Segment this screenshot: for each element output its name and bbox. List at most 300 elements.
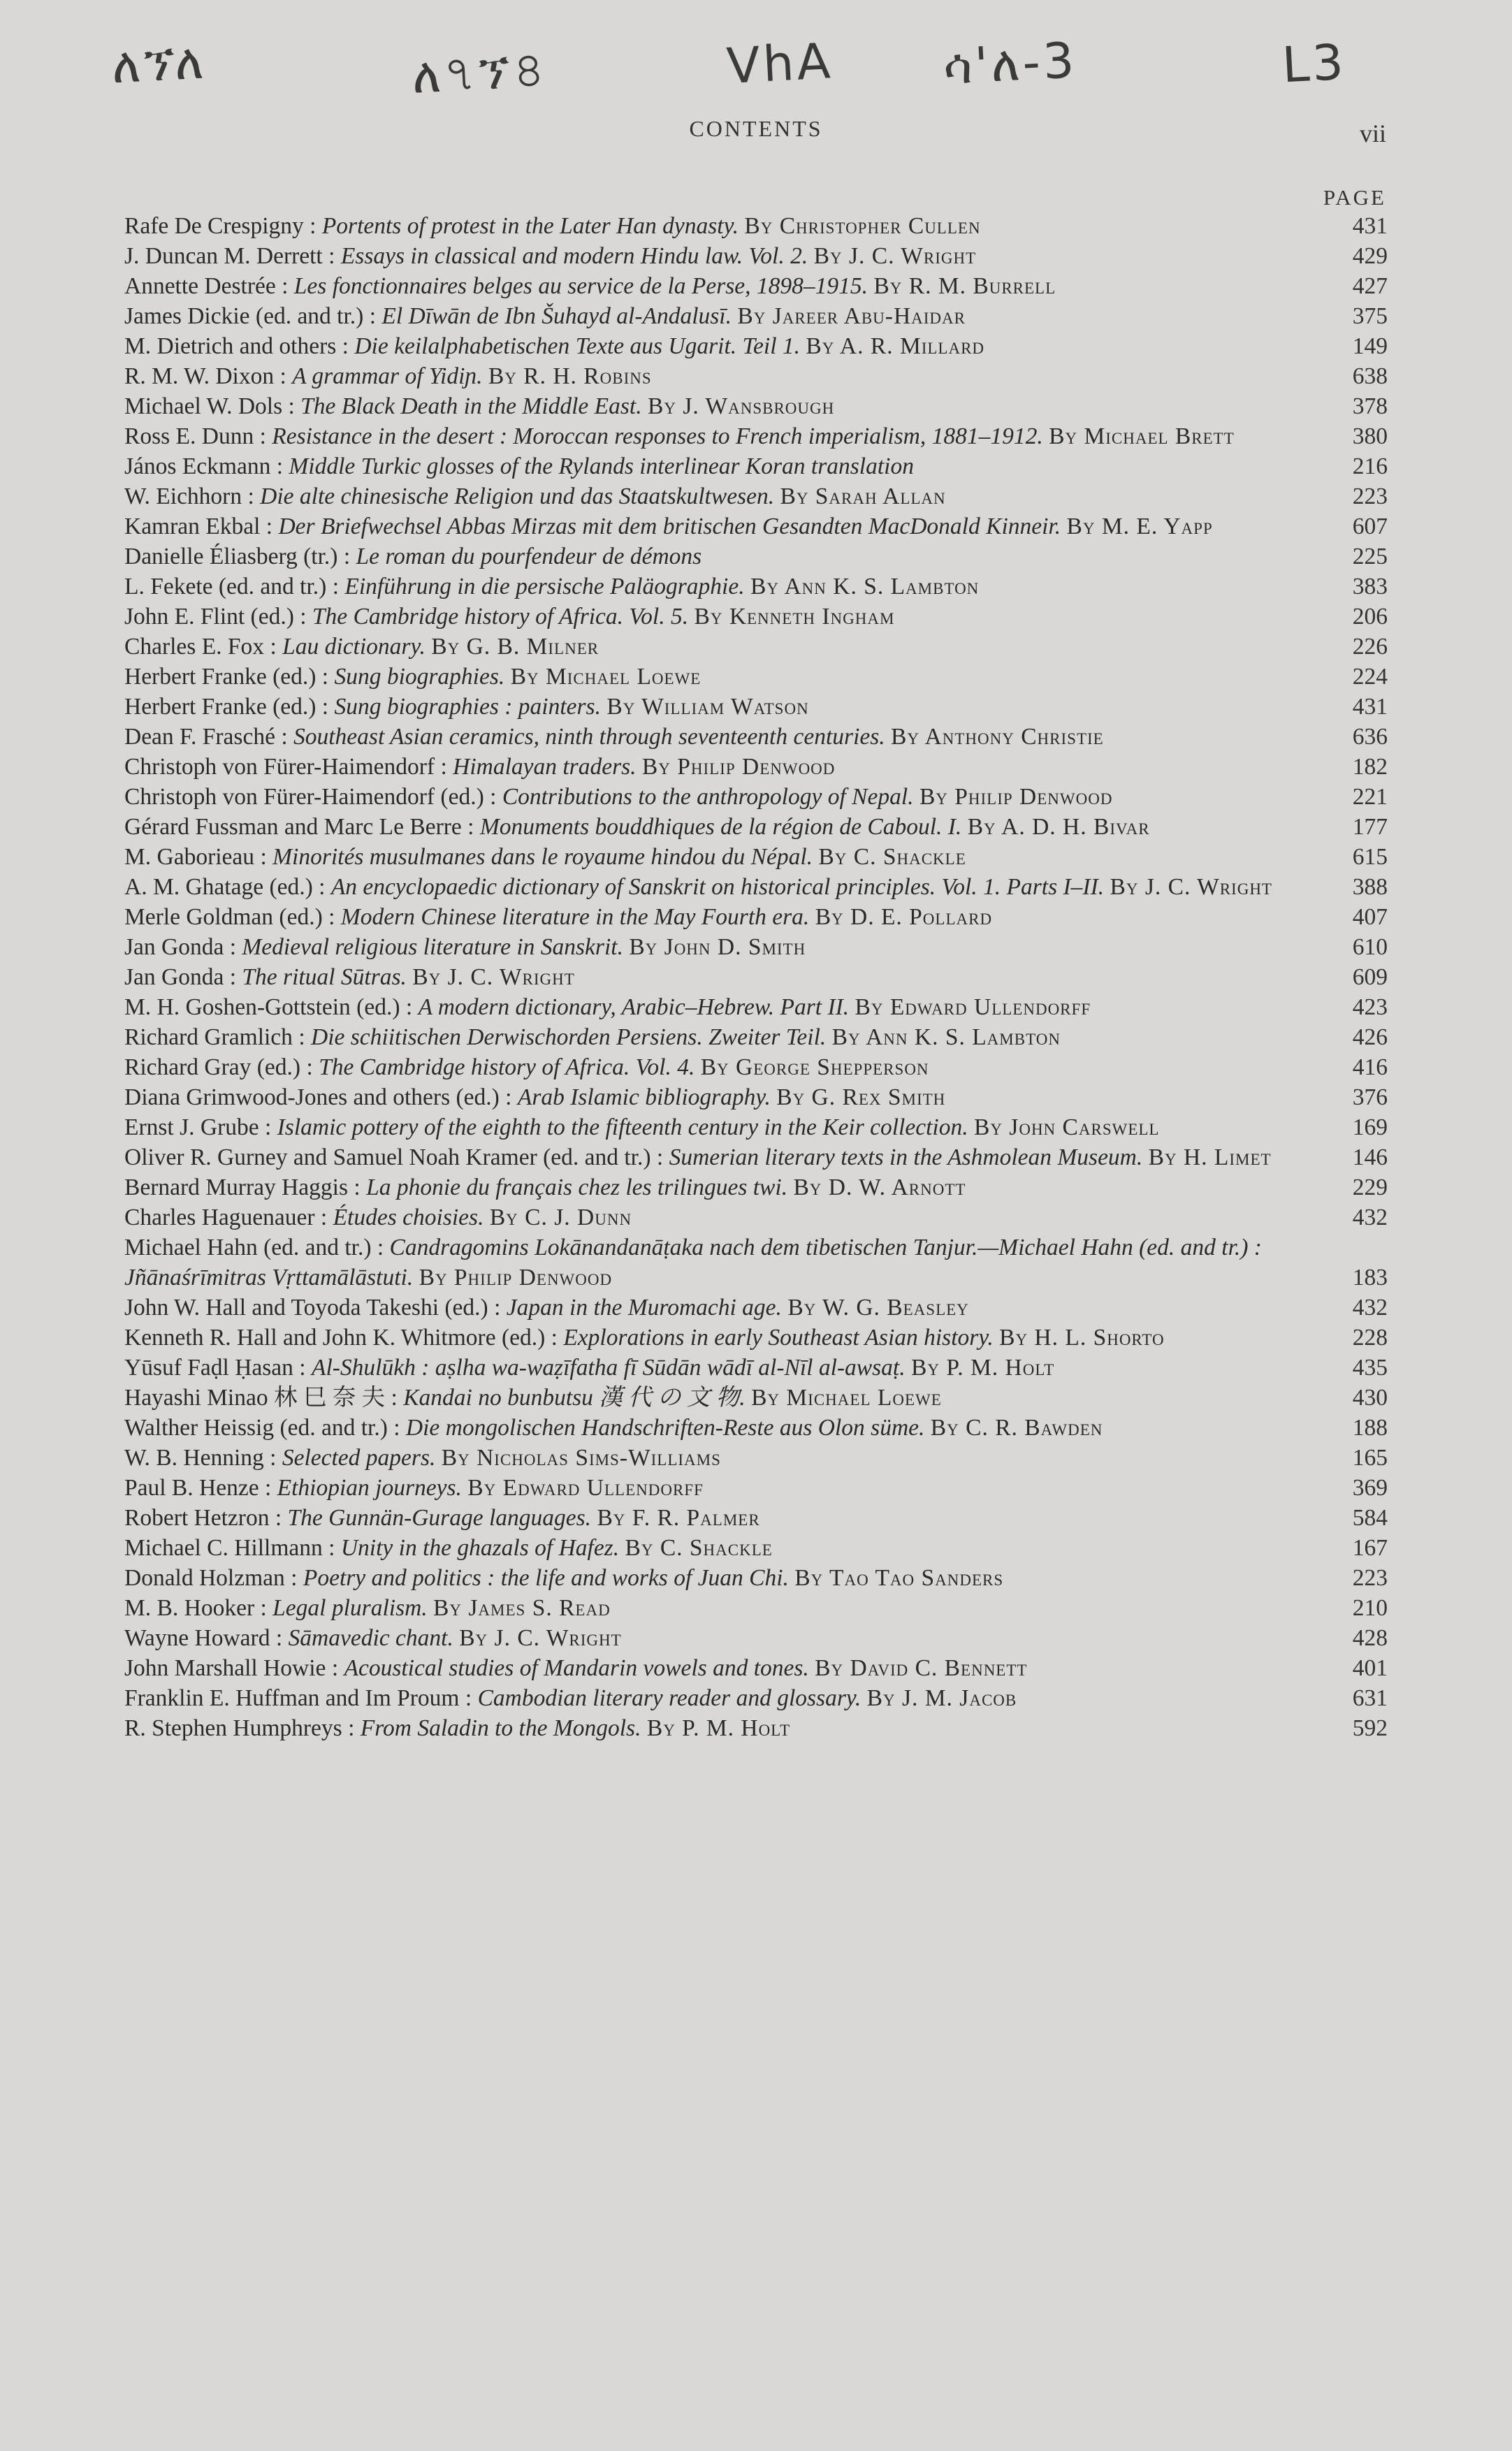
- entry-text: John Marshall Howie : Acoustical studies of Mandarin vowels and tones. By David C. Bennett: [124, 1655, 1028, 1681]
- entry-text: Gérard Fussman and Marc Le Berre : Monuments bouddhiques de la région de Caboul. I. By A. D. H. Bivar: [124, 814, 1150, 840]
- entry-text: Dean F. Frasché : Southeast Asian ceramics, ninth through seventeenth centuries. By Anthony Christie: [124, 724, 1104, 750]
- contents-entry: [124, 602, 1388, 632]
- entry-text: Yūsuf Faḍl Ḥasan : Al-Shulūkh : aṣlha wa-waẓīfatha fī Sūdān wādī al-Nīl al-awsaṭ. By P. M. Holt: [124, 1355, 1055, 1381]
- entry-reviewer: By J. C. Wright: [459, 1625, 622, 1651]
- entry-author: Merle Goldman (ed.): [124, 904, 323, 930]
- entry-page-number: 183: [1352, 1265, 1388, 1290]
- entry-page-number: 584: [1352, 1505, 1388, 1531]
- contents-entry: [124, 1052, 1388, 1082]
- entry-reviewer: By Edward Ullendorff: [467, 1475, 704, 1501]
- entry-reviewer: By Philip Denwood: [419, 1265, 613, 1290]
- entry-title: Selected papers.: [282, 1445, 436, 1471]
- entry-text: Jan Gonda : The ritual Sūtras. By J. C. Wright: [124, 964, 575, 990]
- entry-page-number: 615: [1352, 844, 1388, 870]
- entry-title: Islamic pottery of the eighth to the fifteenth century in the Keir collection.: [277, 1114, 968, 1140]
- entry-text: Michael W. Dols : The Black Death in the Middle East. By J. Wansbrough: [124, 393, 835, 419]
- entry-page-number: 369: [1352, 1475, 1388, 1501]
- entry-reviewer: By Edward Ullendorff: [855, 994, 1091, 1020]
- entry-reviewer: By Sarah Allan: [780, 483, 946, 509]
- entry-text: John W. Hall and Toyoda Takeshi (ed.) : Japan in the Muromachi age. By W. G. Beasley: [124, 1295, 969, 1321]
- entry-reviewer: By J. M. Jacob: [866, 1685, 1017, 1711]
- entry-title: Kandai no bunbutsu 漢 代 の 文 物.: [403, 1385, 746, 1411]
- entry-page-number: 432: [1352, 1205, 1388, 1230]
- entry-text: Ross E. Dunn : Resistance in the desert : Moroccan responses to French imperialism, 1881–1912. By Michael Brett: [124, 423, 1235, 449]
- entry-text: R. M. W. Dixon : A grammar of Yidiɲ. By R. H. Robins: [124, 363, 652, 389]
- entry-author: Gérard Fussman and Marc Le Berre: [124, 814, 462, 840]
- entry-text: Jan Gonda : Medieval religious literature in Sanskrit. By John D. Smith: [124, 934, 806, 960]
- entry-author: Danielle Éliasberg (tr.): [124, 544, 338, 569]
- contents-entry: [124, 1713, 1388, 1743]
- entry-title: Einführung in die persische Paläographie.: [344, 574, 745, 599]
- entry-page-number: 431: [1352, 694, 1388, 720]
- handwritten-mark-5: L3: [1280, 33, 1348, 94]
- contents-entry: [124, 1202, 1388, 1232]
- contents-entry: [124, 932, 1388, 962]
- entry-author: L. Fekete (ed. and tr.): [124, 574, 327, 599]
- entry-page-number: 416: [1352, 1054, 1388, 1080]
- entry-page-number: 430: [1352, 1385, 1388, 1411]
- contents-entry: [124, 361, 1388, 391]
- contents-entry: [124, 1413, 1388, 1443]
- entry-author: Diana Grimwood-Jones and others (ed.): [124, 1084, 500, 1110]
- entry-reviewer: By C. J. Dunn: [489, 1205, 632, 1230]
- entry-reviewer: By W. G. Beasley: [787, 1295, 969, 1321]
- entry-page-number: 610: [1352, 934, 1388, 960]
- entry-title: The Gunnän-Gurage languages.: [287, 1505, 592, 1531]
- entry-page-number: 149: [1352, 333, 1388, 359]
- entry-author: Michael W. Dols: [124, 393, 283, 419]
- entry-author: M. H. Goshen-Gottstein (ed.): [124, 994, 400, 1020]
- entry-reviewer: By J. C. Wright: [813, 243, 977, 269]
- entry-text: Charles E. Fox : Lau dictionary. By G. B. Milner: [124, 634, 599, 660]
- entry-author: A. M. Ghatage (ed.): [124, 874, 313, 900]
- contents-entry: [124, 451, 1388, 481]
- entry-page-number: 423: [1352, 994, 1388, 1020]
- entry-text: Herbert Franke (ed.) : Sung biographies : painters. By William Watson: [124, 694, 809, 720]
- entry-author: John W. Hall and Toyoda Takeshi (ed.): [124, 1295, 488, 1321]
- entry-page-number: 636: [1352, 724, 1388, 750]
- entry-text: Michael C. Hillmann : Unity in the ghazals of Hafez. By C. Shackle: [124, 1535, 773, 1561]
- entry-reviewer: By A. R. Millard: [806, 333, 985, 359]
- entry-page-number: 407: [1352, 904, 1388, 930]
- entry-author: W. Eichhorn: [124, 483, 242, 509]
- entry-page-number: 426: [1352, 1024, 1388, 1050]
- entry-reviewer: By M. E. Yapp: [1066, 514, 1213, 539]
- entry-author: J. Duncan M. Derrett: [124, 243, 323, 269]
- entry-title: Sung biographies.: [334, 664, 505, 690]
- contents-entry: [124, 1022, 1388, 1052]
- entry-page-number: 228: [1352, 1325, 1388, 1351]
- entry-title: Sāmavedic chant.: [288, 1625, 453, 1651]
- entry-page-number: 226: [1352, 634, 1388, 660]
- entry-author: Christoph von Fürer-Haimendorf (ed.): [124, 784, 484, 810]
- contents-entry: [124, 662, 1388, 692]
- contents-entry: [124, 1473, 1388, 1503]
- entry-title: Sumerian literary texts in the Ashmolean Museum.: [669, 1144, 1143, 1170]
- entry-text: Franklin E. Huffman and Im Proum : Cambodian literary reader and glossary. By J. M. Jacob: [124, 1685, 1017, 1711]
- contents-entry: [124, 1533, 1388, 1563]
- entry-page-number: 206: [1352, 604, 1388, 630]
- contents-entry: [124, 391, 1388, 421]
- entry-title: Al-Shulūkh : aṣlha wa-waẓīfatha fī Sūdān wādī al-Nīl al-awsaṭ.: [311, 1355, 906, 1381]
- entry-reviewer: By F. R. Palmer: [597, 1505, 760, 1531]
- entry-reviewer: By Anthony Christie: [891, 724, 1104, 750]
- entry-author: Richard Gramlich: [124, 1024, 293, 1050]
- entry-reviewer: By D. W. Arnott: [793, 1174, 966, 1200]
- entry-title: Der Briefwechsel Abbas Mirzas mit dem britischen Gesandten MacDonald Kinneir.: [278, 514, 1061, 539]
- entry-title: Modern Chinese literature in the May Fourth era.: [340, 904, 810, 930]
- entry-author: Jan Gonda: [124, 934, 224, 960]
- entry-title: La phonie du français chez les trilingues twi.: [366, 1174, 788, 1200]
- entry-page-number: 427: [1352, 273, 1388, 299]
- entry-page-number: 401: [1352, 1655, 1388, 1681]
- entry-reviewer: By John Carswell: [973, 1114, 1160, 1140]
- entry-text: A. M. Ghatage (ed.) : An encyclopaedic dictionary of Sanskrit on historical principles. Vol. 1. Parts I–II. By J. C. Wright: [124, 874, 1272, 900]
- entry-title: Essays in classical and modern Hindu law. Vol. 2.: [340, 243, 808, 269]
- page-column-heading: PAGE: [1323, 185, 1386, 210]
- entry-text: Michael Hahn (ed. and tr.) : Candragomins Lokānandanāṭaka nach dem tibetischen Tanjur.—Michael Hahn (ed. and tr.) : Jñānaśrīmitras Vṛttamālāstuti. By Philip Denwood: [124, 1235, 1262, 1290]
- contents-entry: [124, 842, 1388, 872]
- entry-page-number: 435: [1352, 1355, 1388, 1381]
- entry-text: M. B. Hooker : Legal pluralism. By James S. Read: [124, 1595, 611, 1621]
- contents-entry: [124, 511, 1388, 541]
- entry-title: Candragomins Lokānandanāṭaka nach dem tibetischen Tanjur.—Michael Hahn (ed. and tr.) : Jñānaśrīmitras Vṛttamālāstuti.: [124, 1235, 1262, 1290]
- entry-page-number: 182: [1352, 754, 1388, 780]
- entry-reviewer: By Michael Loewe: [751, 1385, 942, 1411]
- entry-text: Richard Gray (ed.) : The Cambridge history of Africa. Vol. 4. By George Shepperson: [124, 1054, 929, 1080]
- entry-page-number: 609: [1352, 964, 1388, 990]
- contents-entry: [124, 1563, 1388, 1593]
- entry-reviewer: By Philip Denwood: [641, 754, 836, 780]
- entry-title: Le roman du pourfendeur de démons: [356, 544, 702, 569]
- entry-reviewer: By John D. Smith: [629, 934, 806, 960]
- entry-title: Arab Islamic bibliography.: [517, 1084, 771, 1110]
- contents-entry: [124, 1653, 1388, 1683]
- entry-reviewer: By Philip Denwood: [919, 784, 1113, 810]
- entry-reviewer: By Kenneth Ingham: [694, 604, 895, 630]
- entry-reviewer: By G. B. Milner: [431, 634, 599, 660]
- contents-entry: [124, 812, 1388, 842]
- entry-text: Danielle Éliasberg (tr.) : Le roman du pourfendeur de démons: [124, 544, 702, 569]
- contents-entry: [124, 632, 1388, 662]
- entry-text: John E. Flint (ed.) : The Cambridge history of Africa. Vol. 5. By Kenneth Ingham: [124, 604, 895, 630]
- entry-reviewer: By David C. Bennett: [815, 1655, 1028, 1681]
- entry-author: Oliver R. Gurney and Samuel Noah Kramer (ed. and tr.): [124, 1144, 651, 1170]
- entry-title: Sung biographies : painters.: [334, 694, 601, 720]
- entry-author: Charles Haguenauer: [124, 1205, 315, 1230]
- entry-title: Southeast Asian ceramics, ninth through seventeenth centuries.: [293, 724, 885, 750]
- handwritten-mark-1: ለኘለ: [110, 32, 208, 95]
- entry-author: Donald Holzman: [124, 1565, 285, 1591]
- entry-text: Oliver R. Gurney and Samuel Noah Kramer (ed. and tr.) : Sumerian literary texts in the Ashmolean Museum. By H. Limet: [124, 1144, 1272, 1170]
- entry-text: Christoph von Fürer-Haimendorf (ed.) : Contributions to the anthropology of Nepal. By Philip Denwood: [124, 784, 1113, 810]
- entry-author: Ross E. Dunn: [124, 423, 254, 449]
- entry-author: Charles E. Fox: [124, 634, 265, 660]
- contents-entry: [124, 722, 1388, 752]
- entry-reviewer: By P. M. Holt: [646, 1715, 791, 1741]
- entry-reviewer: By H. Limet: [1148, 1144, 1272, 1170]
- entry-author: Jan Gonda: [124, 964, 224, 990]
- entry-title: Die schiitischen Derwischorden Persiens. Zweiter Teil.: [311, 1024, 827, 1050]
- contents-entry: [124, 271, 1388, 301]
- entry-author: Bernard Murray Haggis: [124, 1174, 349, 1200]
- contents-entry: [124, 211, 1388, 241]
- entry-text: Annette Destrée : Les fonctionnaires belges au service de la Perse, 1898–1915. By R. M. Burrell: [124, 273, 1056, 299]
- entry-author: Kenneth R. Hall and John K. Whitmore (ed.): [124, 1325, 546, 1351]
- entry-reviewer: By Christopher Cullen: [744, 213, 981, 239]
- entry-page-number: 188: [1352, 1415, 1388, 1441]
- contents-entry: [124, 481, 1388, 511]
- entry-title: Monuments bouddhiques de la région de Caboul. I.: [479, 814, 962, 840]
- entry-reviewer: By C. R. Bawden: [930, 1415, 1103, 1441]
- entry-title: Minorités musulmanes dans le royaume hindou du Népal.: [272, 844, 813, 870]
- contents-entry: [124, 572, 1388, 602]
- entry-author: Michael C. Hillmann: [124, 1535, 323, 1561]
- entry-page-number: 223: [1352, 483, 1388, 509]
- entry-reviewer: By C. Shackle: [818, 844, 966, 870]
- entry-title: A modern dictionary, Arabic–Hebrew. Part II.: [418, 994, 850, 1020]
- entry-page-number: 216: [1352, 453, 1388, 479]
- entry-page-number: 225: [1352, 544, 1388, 569]
- entry-page-number: 429: [1352, 243, 1388, 269]
- entry-author: Michael Hahn (ed. and tr.): [124, 1235, 372, 1260]
- entry-text: Christoph von Fürer-Haimendorf : Himalayan traders. By Philip Denwood: [124, 754, 836, 780]
- entry-page-number: 165: [1352, 1445, 1388, 1471]
- contents-entry: [124, 1443, 1388, 1473]
- contents-entry: [124, 1172, 1388, 1202]
- entry-text: Paul B. Henze : Ethiopian journeys. By Edward Ullendorff: [124, 1475, 704, 1501]
- entry-reviewer: By Tao Tao Sanders: [794, 1565, 1004, 1591]
- contents-entry: [124, 1623, 1388, 1653]
- entry-title: Himalayan traders.: [453, 754, 637, 780]
- entry-author: Hayashi Minao 林 巳 奈 夫: [124, 1385, 386, 1411]
- entry-author: M. B. Hooker: [124, 1595, 255, 1621]
- entry-reviewer: By C. Shackle: [625, 1535, 773, 1561]
- entry-page-number: 146: [1352, 1144, 1388, 1170]
- contents-entry: [124, 241, 1388, 271]
- entry-author: John E. Flint (ed.): [124, 604, 294, 630]
- handwritten-mark-3: VhA: [725, 32, 835, 95]
- contents-entry: [124, 1683, 1388, 1713]
- entry-text: M. Dietrich and others : Die keilalphabetischen Texte aus Ugarit. Teil 1. By A. R. Millard: [124, 333, 985, 359]
- entry-title: Middle Turkic glosses of the Rylands interlinear Koran translation: [289, 453, 914, 479]
- contents-entry: [124, 421, 1388, 451]
- entry-page-number: 229: [1352, 1174, 1388, 1200]
- contents-entry: [124, 1293, 1388, 1323]
- entry-page-number: 638: [1352, 363, 1388, 389]
- entry-title: Explorations in early Southeast Asian history.: [563, 1325, 994, 1351]
- entry-text: Wayne Howard : Sāmavedic chant. By J. C. Wright: [124, 1625, 622, 1651]
- entry-page-number: 592: [1352, 1715, 1388, 1741]
- contents-entry: [124, 301, 1388, 331]
- entry-reviewer: By George Shepperson: [700, 1054, 929, 1080]
- entry-title: Medieval religious literature in Sanskrit.: [242, 934, 623, 960]
- entry-author: W. B. Henning: [124, 1445, 264, 1471]
- entry-author: Paul B. Henze: [124, 1475, 259, 1501]
- entry-page-number: 177: [1352, 814, 1388, 840]
- contents-entry: [124, 872, 1388, 902]
- handwritten-mark-2: ለ৭ኘ৪: [410, 40, 549, 106]
- entry-page-number: 375: [1352, 303, 1388, 329]
- contents-entry: [124, 1142, 1388, 1172]
- entry-author: Kamran Ekbal: [124, 514, 261, 539]
- entry-text: Charles Haguenauer : Études choisies. By C. J. Dunn: [124, 1205, 632, 1230]
- entry-reviewer: By D. E. Pollard: [815, 904, 993, 930]
- entry-page-number: 223: [1352, 1565, 1388, 1591]
- entry-author: Yūsuf Faḍl Ḥasan: [124, 1355, 293, 1381]
- entry-reviewer: By J. Wansbrough: [647, 393, 835, 419]
- contents-entry: [124, 902, 1388, 932]
- entry-reviewer: By R. H. Robins: [488, 363, 652, 389]
- contents-entry: [124, 1503, 1388, 1533]
- entry-reviewer: By J. C. Wright: [1110, 874, 1272, 900]
- entry-page-number: 432: [1352, 1295, 1388, 1321]
- entry-title: Die keilalphabetischen Texte aus Ugarit. Teil 1.: [354, 333, 801, 359]
- entry-page-number: 607: [1352, 514, 1388, 539]
- handwritten-mark-4: ሳ'ለ-3: [941, 31, 1079, 96]
- entry-text: Ernst J. Grube : Islamic pottery of the eighth to the fifteenth century in the Keir collection. By John Carswell: [124, 1114, 1160, 1140]
- entry-title: Acoustical studies of Mandarin vowels and tones.: [344, 1655, 809, 1681]
- entry-title: Japan in the Muromachi age.: [506, 1295, 782, 1321]
- entry-text: Hayashi Minao 林 巳 奈 夫 : Kandai no bunbutsu 漢 代 の 文 物. By Michael Loewe: [124, 1385, 942, 1411]
- entry-title: The ritual Sūtras.: [242, 964, 407, 990]
- entry-author: Rafe De Crespigny: [124, 213, 304, 239]
- entry-reviewer: By J. C. Wright: [412, 964, 575, 990]
- entry-page-number: 383: [1352, 574, 1388, 599]
- entry-author: Herbert Franke (ed.): [124, 664, 317, 690]
- entry-text: Richard Gramlich : Die schiitischen Derwischorden Persiens. Zweiter Teil. By Ann K. S. Lambton: [124, 1024, 1061, 1050]
- entry-author: Richard Gray (ed.): [124, 1054, 301, 1080]
- contents-entry: [124, 1082, 1388, 1112]
- contents-entry: [124, 1383, 1388, 1413]
- entry-title: Resistance in the desert : Moroccan responses to French imperialism, 1881–1912.: [272, 423, 1043, 449]
- entry-title: The Cambridge history of Africa. Vol. 4.: [319, 1054, 695, 1080]
- page-header: [126, 112, 1386, 147]
- entry-reviewer: By Michael Brett: [1049, 423, 1235, 449]
- entry-title: The Cambridge history of Africa. Vol. 5.: [312, 604, 689, 630]
- entry-page-number: 428: [1352, 1625, 1388, 1651]
- entry-text: J. Duncan M. Derrett : Essays in classical and modern Hindu law. Vol. 2. By J. C. Wright: [124, 243, 977, 269]
- contents-entry: [124, 692, 1388, 722]
- entry-author: Franklin E. Huffman and Im Proum: [124, 1685, 460, 1711]
- entry-author: Ernst J. Grube: [124, 1114, 259, 1140]
- entry-title: A grammar of Yidiɲ.: [292, 363, 483, 389]
- entry-text: Kamran Ekbal : Der Briefwechsel Abbas Mirzas mit dem britischen Gesandten MacDonald Kinneir. By M. E. Yapp: [124, 514, 1213, 539]
- entry-title: The Black Death in the Middle East.: [300, 393, 642, 419]
- entry-reviewer: By H. L. Shorto: [999, 1325, 1165, 1351]
- entry-text: Robert Hetzron : The Gunnän-Gurage languages. By F. R. Palmer: [124, 1505, 760, 1531]
- entry-page-number: 167: [1352, 1535, 1388, 1561]
- entry-text: W. B. Henning : Selected papers. By Nicholas Sims-Williams: [124, 1445, 721, 1471]
- contents-entry: [124, 752, 1388, 782]
- entry-text: Diana Grimwood-Jones and others (ed.) : Arab Islamic bibliography. By G. Rex Smith: [124, 1084, 946, 1110]
- entry-text: Walther Heissig (ed. and tr.) : Die mongolischen Handschriften-Reste aus Olon süme. By C. R. Bawden: [124, 1415, 1103, 1441]
- entry-title: Ethiopian journeys.: [277, 1475, 462, 1501]
- entry-reviewer: By A. D. H. Bivar: [967, 814, 1150, 840]
- entry-author: R. Stephen Humphreys: [124, 1715, 342, 1741]
- entry-page-number: 631: [1352, 1685, 1388, 1711]
- entry-page-number: 169: [1352, 1114, 1388, 1140]
- entry-page-number: 388: [1352, 874, 1388, 900]
- entry-reviewer: By G. Rex Smith: [776, 1084, 946, 1110]
- entry-reviewer: By Ann K. S. Lambton: [750, 574, 980, 599]
- handwritten-annotations: [0, 28, 1512, 105]
- page-number: vii: [1359, 119, 1386, 147]
- entry-author: Wayne Howard: [124, 1625, 270, 1651]
- entry-title: Études choisies.: [333, 1205, 484, 1230]
- contents-entry: [124, 1593, 1388, 1623]
- entry-reviewer: By Ann K. S. Lambton: [831, 1024, 1061, 1050]
- entry-text: János Eckmann : Middle Turkic glosses of the Rylands interlinear Koran translation: [124, 453, 914, 479]
- entry-author: James Dickie (ed. and tr.): [124, 303, 364, 329]
- entry-text: Bernard Murray Haggis : La phonie du français chez les trilingues twi. By D. W. Arnott: [124, 1174, 966, 1200]
- entry-title: Unity in the ghazals of Hafez.: [340, 1535, 620, 1561]
- entry-title: Contributions to the anthropology of Nepal.: [502, 784, 914, 810]
- entry-page-number: 378: [1352, 393, 1388, 419]
- entry-author: János Eckmann: [124, 453, 271, 479]
- entry-title: Portents of protest in the Later Han dynasty.: [321, 213, 739, 239]
- entry-text: Donald Holzman : Poetry and politics : the life and works of Juan Chi. By Tao Tao Sanders: [124, 1565, 1004, 1591]
- entry-title: Poetry and politics : the life and works of Juan Chi.: [303, 1565, 789, 1591]
- contents-entry: [124, 1323, 1388, 1353]
- entry-reviewer: By Nicholas Sims-Williams: [441, 1445, 721, 1471]
- entry-reviewer: By P. M. Holt: [910, 1355, 1055, 1381]
- entry-author: Walther Heissig (ed. and tr.): [124, 1415, 388, 1441]
- entry-title: Die alte chinesische Religion und das Staatskultwesen.: [260, 483, 775, 509]
- entry-title: Lau dictionary.: [282, 634, 426, 660]
- entry-reviewer: By Michael Loewe: [510, 664, 702, 690]
- entry-text: M. H. Goshen-Gottstein (ed.) : A modern dictionary, Arabic–Hebrew. Part II. By Edward Ullendorff: [124, 994, 1091, 1020]
- entry-page-number: 431: [1352, 213, 1388, 239]
- entry-page-number: 210: [1352, 1595, 1388, 1621]
- contents-entry: [124, 992, 1388, 1022]
- entry-text: James Dickie (ed. and tr.) : El Dīwān de Ibn Šuhayd al-Andalusī. By Jareer Abu-Haidar: [124, 303, 966, 329]
- entry-text: R. Stephen Humphreys : From Saladin to the Mongols. By P. M. Holt: [124, 1715, 791, 1741]
- entry-title: Les fonctionnaires belges au service de la Perse, 1898–1915.: [293, 273, 868, 299]
- contents-entry: [124, 541, 1388, 572]
- entry-author: Herbert Franke (ed.): [124, 694, 317, 720]
- entry-title: From Saladin to the Mongols.: [360, 1715, 641, 1741]
- entry-author: R. M. W. Dixon: [124, 363, 275, 389]
- entry-page-number: 380: [1352, 423, 1388, 449]
- contents-entry: [124, 782, 1388, 812]
- entry-author: Annette Destrée: [124, 273, 276, 299]
- running-title: CONTENTS: [689, 116, 823, 141]
- entry-author: Robert Hetzron: [124, 1505, 270, 1531]
- entry-author: Christoph von Fürer-Haimendorf: [124, 754, 435, 780]
- contents-list: [124, 211, 1388, 1743]
- contents-entry: [124, 1353, 1388, 1383]
- entry-page-number: 224: [1352, 664, 1388, 690]
- entry-reviewer: By R. M. Burrell: [873, 273, 1056, 299]
- entry-title: Legal pluralism.: [272, 1595, 428, 1621]
- entry-author: Dean F. Frasché: [124, 724, 275, 750]
- entry-text: Rafe De Crespigny : Portents of protest in the Later Han dynasty. By Christopher Cullen: [124, 213, 981, 239]
- contents-entry: [124, 962, 1388, 992]
- entry-author: M. Gaborieau: [124, 844, 255, 870]
- entry-author: M. Dietrich and others: [124, 333, 337, 359]
- entry-text: Kenneth R. Hall and John K. Whitmore (ed.) : Explorations in early Southeast Asian history. By H. L. Shorto: [124, 1325, 1165, 1351]
- contents-entry: [124, 1112, 1388, 1142]
- entry-reviewer: By William Watson: [606, 694, 809, 720]
- entry-author: John Marshall Howie: [124, 1655, 326, 1681]
- entry-title: Die mongolischen Handschriften-Reste aus Olon süme.: [405, 1415, 925, 1441]
- entry-reviewer: By Jareer Abu-Haidar: [737, 303, 966, 329]
- entry-page-number: 221: [1352, 784, 1388, 810]
- entry-text: M. Gaborieau : Minorités musulmanes dans le royaume hindou du Népal. By C. Shackle: [124, 844, 966, 870]
- entry-text: L. Fekete (ed. and tr.) : Einführung in die persische Paläographie. By Ann K. S. Lambton: [124, 574, 980, 599]
- entry-title: El Dīwān de Ibn Šuhayd al-Andalusī.: [381, 303, 732, 329]
